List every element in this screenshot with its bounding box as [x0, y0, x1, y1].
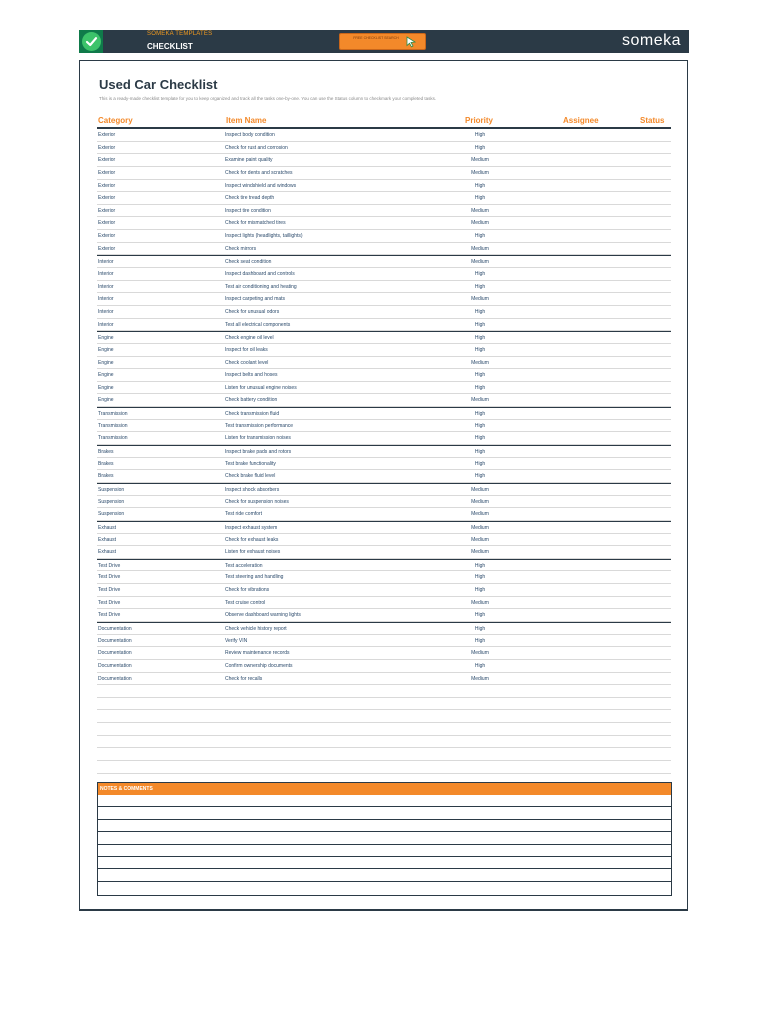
empty-row[interactable]	[97, 748, 671, 761]
category-cell: Documentation	[98, 675, 132, 682]
item-name-cell: Inspect brake pads and rotors	[225, 449, 292, 456]
category-cell: Brakes	[98, 473, 114, 480]
notes-line[interactable]	[98, 795, 671, 807]
item-name-cell: Check engine oil level	[225, 335, 274, 342]
priority-cell: High	[474, 435, 486, 442]
item-name-cell: Check for rust and corrosion	[225, 144, 288, 151]
notes-line[interactable]	[98, 807, 671, 819]
table-row[interactable]	[97, 129, 671, 142]
check-icon	[82, 32, 101, 51]
priority-cell: Medium	[471, 599, 489, 606]
priority-cell: Medium	[471, 511, 489, 518]
category-cell: Test Drive	[98, 612, 121, 619]
item-name-cell: Inspect shock absorbers	[225, 486, 280, 493]
table-row[interactable]	[97, 255, 671, 268]
item-name-cell: Check vehicle history report	[225, 625, 287, 632]
priority-cell: High	[474, 132, 486, 138]
notes-line[interactable]	[98, 832, 671, 844]
priority-cell: High	[474, 372, 486, 379]
item-name-cell: Test all electrical components	[225, 321, 291, 328]
priority-cell: Medium	[471, 296, 489, 303]
notes-section	[97, 782, 672, 896]
table-row[interactable]	[97, 559, 671, 572]
item-name-cell: Listen for unusual engine noises	[225, 384, 297, 391]
priority-cell: Medium	[471, 169, 489, 176]
priority-cell: Medium	[471, 207, 489, 214]
priority-cell: High	[474, 321, 486, 328]
category-cell: Brakes	[98, 449, 114, 456]
priority-cell: High	[474, 233, 486, 240]
priority-cell: High	[474, 460, 486, 467]
item-name-cell: Check battery condition	[225, 397, 278, 404]
item-name-cell: Check brake fluid level	[225, 473, 276, 480]
table-row[interactable]	[97, 445, 671, 458]
table-row[interactable]	[97, 192, 671, 205]
page-title: Used Car Checklist	[99, 77, 218, 92]
item-name-cell: Test ride comfort	[225, 511, 262, 518]
category-cell: Suspension	[98, 498, 125, 505]
table-row[interactable]	[97, 205, 671, 218]
item-name-cell: Inspect tire condition	[225, 207, 271, 214]
category-cell: Exhaust	[98, 549, 117, 556]
table-row[interactable]	[97, 281, 671, 294]
table-row[interactable]	[97, 458, 671, 471]
category-cell: Interior	[98, 271, 114, 278]
item-name-cell: Check seat condition	[225, 259, 272, 266]
priority-cell: High	[474, 587, 486, 594]
column-header-priority: Priority	[465, 116, 494, 125]
brand-label: SOMEKA TEMPLATES	[147, 31, 213, 37]
empty-row[interactable]	[97, 723, 671, 736]
category-cell: Exterior	[98, 245, 116, 252]
category-cell: Transmission	[98, 435, 128, 442]
free-checklist-search-button[interactable]	[339, 33, 426, 50]
category-cell: Exterior	[98, 207, 116, 214]
category-cell: Brakes	[98, 460, 114, 467]
priority-cell: High	[474, 144, 486, 151]
item-name-cell: Listen for exhaust noises	[225, 549, 281, 556]
table-row[interactable]	[97, 622, 671, 635]
category-cell: Exterior	[98, 195, 116, 202]
table-row[interactable]	[97, 673, 671, 686]
item-name-cell: Inspect lights (headlights, taillights)	[225, 233, 303, 240]
table-row[interactable]	[97, 660, 671, 673]
priority-cell: Medium	[471, 245, 489, 252]
item-name-cell: Inspect exhaust system	[225, 524, 278, 531]
item-name-cell: Check transmission fluid	[225, 411, 280, 418]
table-row[interactable]	[97, 180, 671, 193]
item-name-cell: Check for mismatched tires	[225, 220, 286, 227]
priority-cell: Medium	[471, 536, 489, 543]
category-cell: Exterior	[98, 132, 116, 138]
category-cell: Interior	[98, 308, 114, 315]
table-row[interactable]	[97, 546, 671, 559]
item-name-cell: Inspect windshield and windows	[225, 182, 297, 189]
empty-row[interactable]	[97, 685, 671, 698]
category-cell: Engine	[98, 372, 114, 379]
category-cell: Exterior	[98, 169, 116, 176]
table-row[interactable]	[97, 344, 671, 357]
checklist-sheet	[79, 60, 688, 911]
item-name-cell: Check for unusual odors	[225, 308, 280, 315]
category-cell: Test Drive	[98, 562, 121, 569]
table-row[interactable]	[97, 217, 671, 230]
table-row[interactable]	[97, 293, 671, 306]
table-row[interactable]	[97, 369, 671, 382]
table-row[interactable]	[97, 319, 671, 332]
category-cell: Interior	[98, 321, 114, 328]
item-name-cell: Test steering and handling	[225, 574, 284, 581]
priority-cell: Medium	[471, 675, 489, 682]
priority-cell: Medium	[471, 498, 489, 505]
empty-row[interactable]	[97, 736, 671, 749]
category-cell: Engine	[98, 359, 114, 366]
priority-cell: High	[474, 473, 486, 480]
column-header-assignee: Assignee	[563, 116, 599, 125]
priority-cell: High	[474, 195, 486, 202]
item-name-cell: Check tire tread depth	[225, 195, 275, 202]
priority-cell: High	[474, 422, 486, 429]
priority-cell: High	[474, 574, 486, 581]
category-cell: Test Drive	[98, 574, 121, 581]
item-name-cell: Check for recalls	[225, 675, 263, 682]
priority-cell: High	[474, 562, 486, 569]
category-cell: Interior	[98, 296, 114, 303]
priority-cell: High	[474, 449, 486, 456]
table-row[interactable]	[97, 394, 671, 407]
table-row[interactable]	[97, 635, 671, 648]
item-name-cell: Check for dents and scratches	[225, 169, 293, 176]
priority-cell: High	[474, 637, 486, 644]
priority-cell: Medium	[471, 524, 489, 531]
page-description: This is a ready-made checklist template for you to keep organized and track all the tasks one-by-one. You can use the Status column to checkmark your completed tasks.	[99, 96, 437, 101]
priority-cell: High	[474, 411, 486, 418]
table-row[interactable]	[97, 420, 671, 433]
item-name-cell: Test brake functionality	[225, 460, 276, 467]
table-row[interactable]	[97, 230, 671, 243]
notes-line[interactable]	[98, 857, 671, 869]
table-row[interactable]	[97, 508, 671, 521]
someka-logo: someka	[621, 32, 681, 49]
category-cell: Engine	[98, 384, 114, 391]
priority-cell: High	[474, 308, 486, 315]
category-cell: Suspension	[98, 486, 125, 493]
priority-cell: Medium	[471, 359, 489, 366]
cursor-icon	[404, 35, 418, 48]
button-label: FREE CHECKLIST SEARCH	[353, 36, 399, 40]
table-row[interactable]	[97, 584, 671, 597]
item-name-cell: Check mirrors	[225, 245, 257, 252]
item-name-cell: Inspect dashboard and controls	[225, 271, 295, 278]
category-cell: Documentation	[98, 637, 132, 644]
notes-line[interactable]	[98, 845, 671, 857]
priority-cell: High	[474, 662, 486, 669]
priority-cell: High	[474, 384, 486, 391]
table-row[interactable]	[97, 154, 671, 167]
table-row[interactable]	[97, 268, 671, 281]
item-name-cell: Check for exhaust leaks	[225, 536, 279, 543]
table-row[interactable]	[97, 647, 671, 660]
category-cell: Interior	[98, 283, 114, 290]
category-cell: Engine	[98, 335, 114, 342]
checklist-table	[97, 129, 671, 774]
priority-cell: High	[474, 182, 486, 189]
category-cell: Exterior	[98, 220, 116, 227]
item-name-cell: Verify VIN	[225, 637, 248, 644]
table-row[interactable]	[97, 534, 671, 547]
item-name-cell: Inspect for oil leaks	[225, 346, 268, 353]
priority-cell: High	[474, 625, 486, 632]
item-name-cell: Inspect carpeting and mats	[225, 296, 286, 303]
item-name-cell: Test air conditioning and heating	[225, 283, 297, 290]
item-name-cell: Listen for transmission noises	[225, 435, 291, 442]
empty-row[interactable]	[97, 761, 671, 774]
category-cell: Engine	[98, 397, 114, 404]
category-cell: Transmission	[98, 411, 128, 418]
priority-cell: Medium	[471, 650, 489, 657]
table-row[interactable]	[97, 483, 671, 496]
priority-cell: High	[474, 612, 486, 619]
table-row[interactable]	[97, 142, 671, 155]
priority-cell: High	[474, 283, 486, 290]
item-name-cell: Observe dashboard warning lights	[225, 612, 301, 619]
table-row[interactable]	[97, 609, 671, 622]
item-name-cell: Examine paint quality	[225, 157, 273, 164]
header-title: CHECKLIST	[147, 42, 193, 51]
category-cell: Test Drive	[98, 587, 121, 594]
item-name-cell: Check for suspension noises	[225, 498, 289, 505]
category-cell: Suspension	[98, 511, 125, 518]
table-row[interactable]	[97, 432, 671, 445]
table-row[interactable]	[97, 306, 671, 319]
table-row[interactable]	[97, 496, 671, 509]
category-cell: Exterior	[98, 182, 116, 189]
category-cell: Exhaust	[98, 536, 117, 543]
category-cell: Exterior	[98, 233, 116, 240]
category-cell: Documentation	[98, 625, 132, 632]
notes-line[interactable]	[98, 882, 671, 894]
category-cell: Transmission	[98, 422, 128, 429]
item-name-cell: Check for vibrations	[225, 587, 270, 594]
top-banner	[79, 30, 689, 53]
column-header-category: Category	[98, 116, 133, 125]
notes-line[interactable]	[98, 820, 671, 832]
column-header-item-name: Item Name	[226, 116, 267, 125]
item-name-cell: Test acceleration	[225, 562, 263, 569]
priority-cell: Medium	[471, 259, 489, 266]
category-cell: Engine	[98, 346, 114, 353]
checkmark-logo	[79, 30, 103, 53]
column-header-status: Status	[640, 116, 665, 125]
category-cell: Test Drive	[98, 599, 121, 606]
notes-title: NOTES & COMMENTS	[98, 783, 671, 795]
empty-row[interactable]	[97, 698, 671, 711]
priority-cell: High	[474, 271, 486, 278]
priority-cell: Medium	[471, 220, 489, 227]
item-name-cell: Check coolant level	[225, 359, 269, 366]
item-name-cell: Confirm ownership documents	[225, 662, 293, 669]
item-name-cell: Inspect body condition	[225, 132, 275, 138]
priority-cell: Medium	[471, 397, 489, 404]
table-row[interactable]	[97, 407, 671, 420]
table-row[interactable]	[97, 571, 671, 584]
category-cell: Documentation	[98, 662, 132, 669]
priority-cell: Medium	[471, 549, 489, 556]
priority-cell: High	[474, 346, 486, 353]
category-cell: Documentation	[98, 650, 132, 657]
priority-cell: Medium	[471, 486, 489, 493]
item-name-cell: Test transmission performance	[225, 422, 294, 429]
item-name-cell: Review maintenance records	[225, 650, 290, 657]
item-name-cell: Test cruise control	[225, 599, 266, 606]
table-row[interactable]	[97, 597, 671, 610]
notes-line[interactable]	[98, 869, 671, 881]
table-row[interactable]	[97, 357, 671, 370]
priority-cell: Medium	[471, 157, 489, 164]
category-cell: Exterior	[98, 144, 116, 151]
table-row[interactable]	[97, 521, 671, 534]
table-row[interactable]	[97, 331, 671, 344]
empty-row[interactable]	[97, 710, 671, 723]
category-cell: Exhaust	[98, 524, 117, 531]
category-cell: Interior	[98, 259, 114, 266]
table-row[interactable]	[97, 470, 671, 483]
category-cell: Exterior	[98, 157, 116, 164]
table-row[interactable]	[97, 382, 671, 395]
table-row[interactable]	[97, 167, 671, 180]
item-name-cell: Inspect belts and hoses	[225, 372, 278, 379]
priority-cell: High	[474, 335, 486, 342]
table-row[interactable]	[97, 243, 671, 256]
